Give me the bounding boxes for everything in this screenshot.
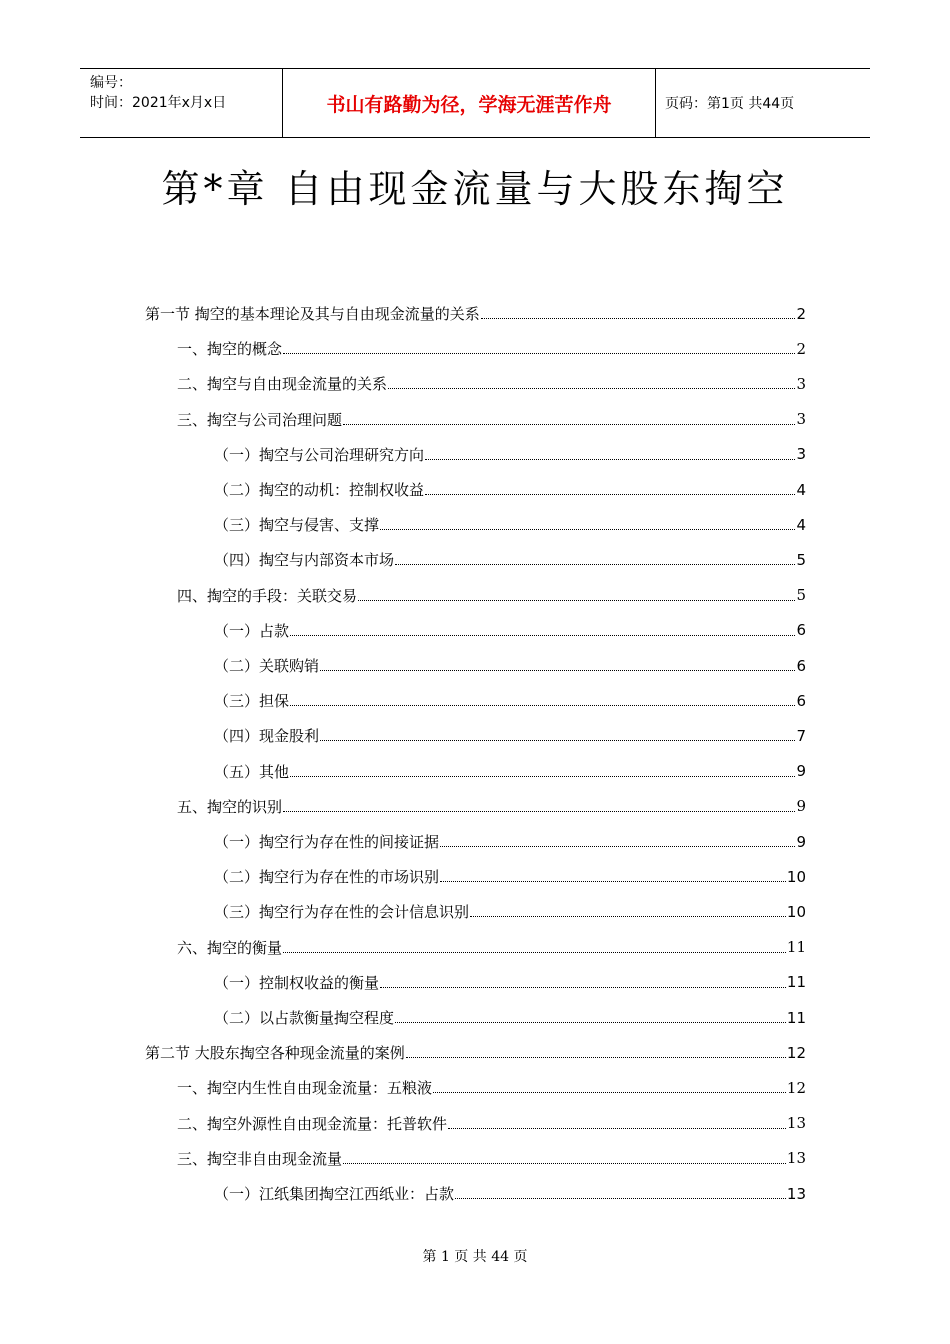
toc-entry-page: 11 (786, 1008, 806, 1027)
toc-dot-leader (425, 494, 795, 495)
toc-dot-leader (290, 705, 795, 706)
toc-entry[interactable] (214, 683, 806, 718)
toc-dot-leader (343, 424, 795, 425)
toc-entry[interactable] (214, 1176, 806, 1211)
toc-entry[interactable] (214, 613, 806, 648)
toc-entry-label: 五、掏空的识别 (177, 797, 283, 816)
chapter-title: 第*章 自由现金流量与大股东掏空 (161, 167, 789, 211)
toc-entry-label: 一、掏空的概念 (177, 340, 283, 359)
toc-entry-page: 10 (786, 867, 806, 886)
toc-entry-label: （四）掏空与内部资本市场 (214, 551, 395, 570)
header-meta (80, 69, 282, 137)
toc-entry[interactable] (214, 859, 806, 894)
toc-entry-label: 二、掏空与自由现金流量的关系 (177, 375, 388, 394)
toc-entry[interactable] (177, 789, 806, 824)
toc-entry-label: （一）江纸集团掏空江西纸业：占款 (214, 1185, 455, 1203)
toc-dot-leader (440, 881, 786, 882)
toc-entry-page: 6 (796, 656, 806, 675)
toc-entry-label: （五）其他 (214, 762, 290, 781)
toc-entry-page: 3 (796, 445, 806, 464)
toc-entry[interactable] (214, 824, 806, 859)
toc-entry-label: （四）现金股利 (214, 727, 320, 746)
toc-entry-label: 第一节 掏空的基本理论及其与自由现金流量的关系 (145, 305, 480, 323)
toc-entry-label: 三、掏空与公司治理问题 (177, 410, 343, 429)
toc-entry-page: 3 (796, 410, 806, 429)
toc-entry-label: （一）占款 (214, 621, 290, 640)
toc-dot-leader (395, 1022, 786, 1023)
toc-entry[interactable] (177, 331, 806, 366)
toc-entry[interactable] (177, 1141, 806, 1176)
page-footer: 第 1 页 共 44 页 (422, 1249, 528, 1265)
toc-entry[interactable] (145, 296, 806, 331)
toc-dot-leader (406, 1057, 786, 1058)
toc-entry-page: 10 (786, 902, 806, 921)
toc-entry-label: （二）关联购销 (214, 657, 320, 675)
toc-entry-page: 5 (796, 550, 806, 569)
toc-entry-label: （三）担保 (214, 692, 290, 711)
toc-entry-label: （二）掏空的动机：控制权收益 (214, 481, 425, 499)
toc-entry-page: 13 (786, 1114, 806, 1133)
toc-entry[interactable] (214, 437, 806, 472)
toc-dot-leader (481, 318, 796, 319)
toc-entry-label: 三、掏空非自由现金流量 (177, 1149, 343, 1168)
toc-dot-leader (343, 1163, 786, 1164)
toc-dot-leader (425, 459, 795, 460)
toc-dot-leader (320, 670, 795, 671)
toc-entry-page: 6 (796, 621, 806, 640)
toc-dot-leader (433, 1092, 786, 1093)
toc-dot-leader (388, 388, 795, 389)
toc-entry-page: 2 (796, 339, 806, 358)
toc-dot-leader (448, 1128, 786, 1129)
toc-dot-leader (290, 776, 795, 777)
toc-entry-page: 13 (786, 1149, 806, 1168)
toc-entry-label: 六、掏空的衡量 (177, 938, 283, 957)
toc-entry[interactable] (177, 1070, 806, 1105)
toc-entry-page: 6 (796, 691, 806, 710)
toc-dot-leader (380, 987, 786, 988)
toc-dot-leader (455, 1198, 786, 1199)
toc-entry-page: 3 (796, 374, 806, 393)
toc-dot-leader (283, 353, 795, 354)
toc-entry-page: 11 (786, 973, 806, 992)
toc-entry-page: 9 (796, 797, 806, 816)
toc-dot-leader (283, 811, 795, 812)
toc-dot-leader (380, 529, 795, 530)
toc-entry[interactable] (214, 894, 806, 929)
toc-entry-page: 12 (786, 1043, 806, 1062)
toc-entry-page: 11 (786, 938, 806, 957)
toc-dot-leader (470, 916, 786, 917)
toc-dot-leader (290, 635, 795, 636)
toc-entry[interactable] (214, 507, 806, 542)
toc-entry[interactable] (214, 472, 806, 507)
toc-entry-label: 四、掏空的手段：关联交易 (177, 586, 358, 605)
document-header (80, 68, 870, 138)
toc-entry-page: 2 (796, 304, 806, 323)
toc-entry[interactable] (214, 542, 806, 577)
toc-entry-page: 4 (796, 515, 806, 534)
toc-dot-leader (395, 564, 795, 565)
toc-entry[interactable] (214, 718, 806, 753)
toc-entry[interactable] (214, 965, 806, 1000)
toc-entry-label: 一、掏空内生性自由现金流量：五粮液 (177, 1079, 433, 1098)
toc-entry-label: （三）掏空行为存在性的会计信息识别 (214, 903, 470, 922)
toc-dot-leader (358, 600, 795, 601)
toc-entry[interactable] (145, 1035, 806, 1070)
toc-entry-page: 5 (796, 586, 806, 605)
toc-entry-label: （一）掏空与公司治理研究方向 (214, 445, 425, 464)
header-motto: 书山有路勤为径，学海无涯苦作舟 (282, 69, 656, 137)
toc-entry-page: 9 (796, 762, 806, 781)
toc-entry[interactable] (214, 648, 806, 683)
toc-entry-label: 二、掏空外源性自由现金流量：托普软件 (177, 1114, 448, 1133)
time-label: 时间：2021年x月x日 (90, 95, 227, 111)
toc-entry[interactable] (177, 578, 806, 613)
toc-dot-leader (440, 846, 795, 847)
toc-entry-label: （一）控制权收益的衡量 (214, 973, 380, 992)
toc-entry-label: （三）掏空与侵害、支撑 (214, 516, 380, 535)
number-label: 编号： (90, 75, 132, 91)
toc-entry[interactable] (177, 366, 806, 401)
toc-entry[interactable] (177, 930, 806, 965)
toc-entry-label: （二）以占款衡量掏空程度 (214, 1009, 395, 1027)
toc-dot-leader (320, 740, 795, 741)
toc-entry-page: 12 (786, 1078, 806, 1097)
toc-entry-page: 7 (796, 726, 806, 745)
toc-entry-label: （二）掏空行为存在性的市场识别 (214, 868, 440, 887)
header-page-info: 页码：第1页 共44页 (665, 96, 795, 112)
toc-entry[interactable] (177, 1106, 806, 1141)
toc-entry-page: 4 (796, 480, 806, 499)
toc-entry-page: 13 (786, 1184, 806, 1203)
toc-entry-page: 9 (796, 832, 806, 851)
toc-entry[interactable] (214, 754, 806, 789)
toc-entry-label: （一）掏空行为存在性的间接证据 (214, 833, 440, 851)
toc-entry[interactable] (177, 402, 806, 437)
toc-entry-label: 第二节 大股东掏空各种现金流量的案例 (145, 1044, 405, 1063)
toc-entry[interactable] (214, 1000, 806, 1035)
toc-dot-leader (283, 952, 786, 953)
